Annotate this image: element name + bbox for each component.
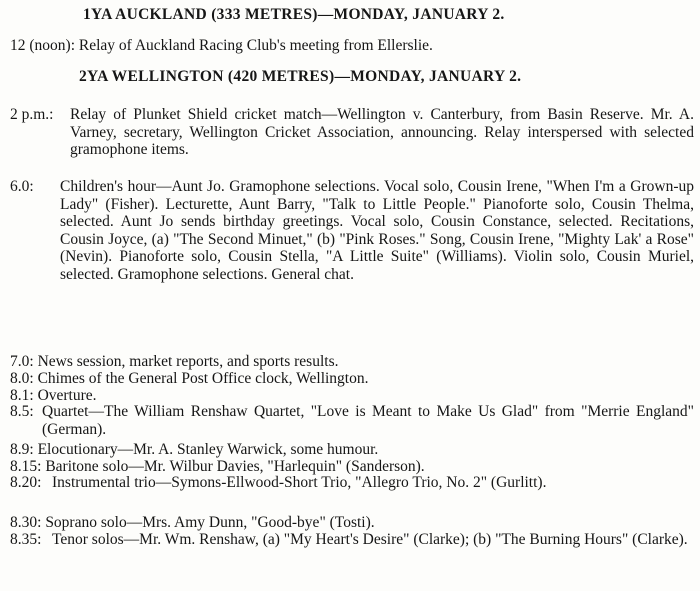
program-entry-2pm [10,106,694,162]
program-item: 8.30: Soprano solo—Mrs. Amy Dunn, "Good-bye" (Tosti). [10,514,375,531]
program-item: 8.35: Tenor solos—Mr. Wm. Renshaw, (a) "My Heart's Desire" (Clarke); (b) "The Burning Hours" (Clarke). [10,531,688,548]
entry-text: Children's hour—Aunt Jo. Gramophone selections. Vocal solo, Cousin Irene, "When I'm a Grown-up Lady" (Fisher). Lecturette, Aunt Barry, "Talk to Little People." Pianoforte solo, Cousin Thelma, selected. Aunt Jo sends birthday greetings. Vocal solo, Cousin Constance, selected. Recitations, Cousin Joyce, (a) "The Second Minuet," (b) "Pink Roses." Song, Cousin Irene, "Mighty Lak' a Rose" (Nevin). Pianoforte solo, Cousin Stella, "A Little Suite" (Williams). Violin solo, Cousin Muriel, selected. Gramophone selections. General chat. [60,178,694,283]
program-item: 8.5: Quartet—The William Renshaw Quartet, "Love is Meant to Make Us Glad" from "Merrie England" (German). [10,403,694,438]
program-item: 8.1: Overture. [10,387,97,404]
entry-time: 6.0: [10,178,34,195]
station-heading-auckland: 1YA AUCKLAND (333 METRES)—MONDAY, JANUARY 2. [83,6,505,23]
station-heading-wellington: 2YA WELLINGTON (420 METRES)—MONDAY, JANUARY 2. [79,68,522,85]
program-item: 7.0: News session, market reports, and sports results. [10,353,339,370]
entry-time: 2 p.m.: [10,106,54,123]
program-item: 8.0: Chimes of the General Post Office clock, Wellington. [10,370,369,387]
program-entry-6pm [10,178,694,348]
program-item: 8.9: Elocutionary—Mr. A. Stanley Warwick, some humour. [10,441,379,458]
program-item: 8.15: Baritone solo—Mr. Wilbur Davies, "Harlequin" (Sanderson). [10,458,425,475]
program-item-noon: 12 (noon): Relay of Auckland Racing Club's meeting from Ellerslie. [10,37,433,54]
entry-text: Relay of Plunket Shield cricket match—Wellington v. Canterbury, from Basin Reserve. Mr. A. Varney, secretary, Wellington Cricket Association, announcing. Relay interspersed with selected gramophone items. [70,106,694,158]
program-item: 8.20: Instrumental trio—Symons-Ellwood-Short Trio, "Allegro Trio, No. 2" (Gurlitt). [10,474,547,491]
